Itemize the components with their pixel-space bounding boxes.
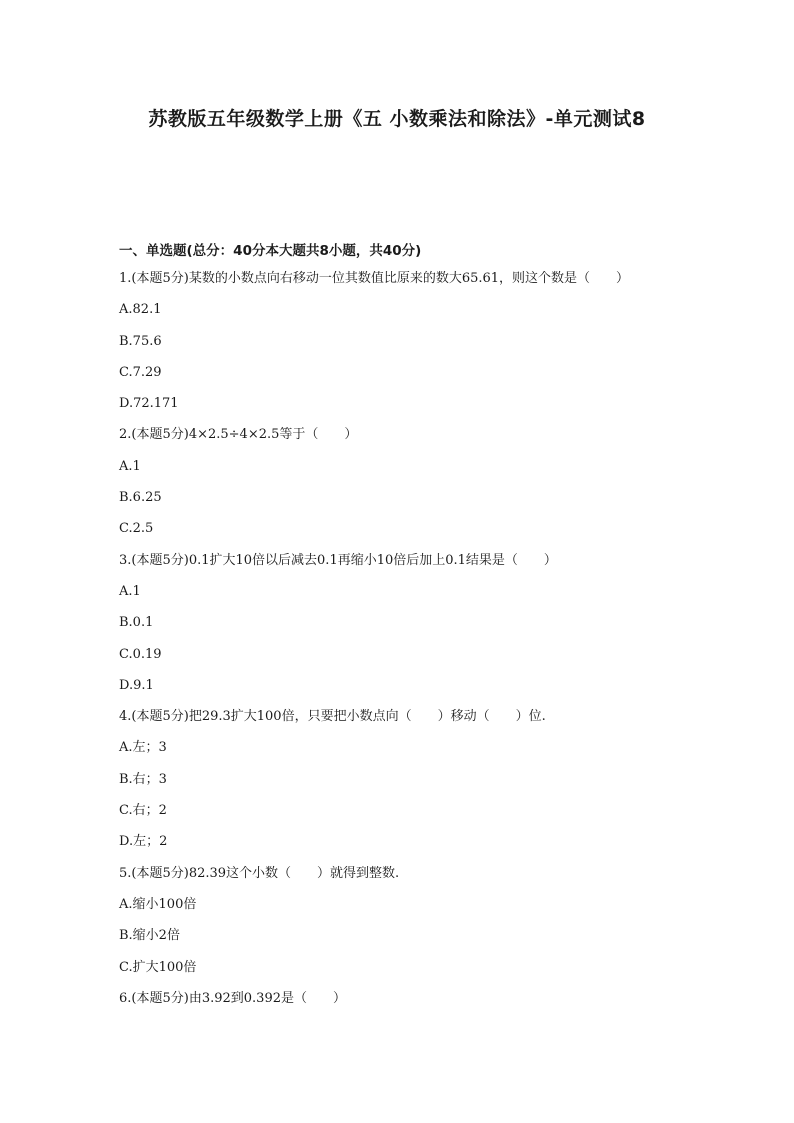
answer-option: C.0.19 [119,646,162,662]
answer-option: B.缩小2倍 [119,928,180,944]
answer-option: C.7.29 [119,364,162,380]
answer-option: C.右；2 [119,803,167,819]
question-list [119,271,719,1022]
document-title: 苏教版五年级数学上册《五 小数乘法和除法》-单元测试8 [148,108,646,130]
question-stem: 6.(本题5分)由3.92到0.392是（ ） [119,990,346,1006]
section-header: 一、单选题(总分：40分本大题共8小题，共40分) [119,243,422,259]
answer-option: C.2.5 [119,521,154,537]
answer-option: A.缩小100倍 [119,896,197,912]
question-stem: 3.(本题5分)0.1扩大10倍以后减去0.1再缩小10倍后加上0.1结果是（ ） [119,552,557,568]
answer-option: D.9.1 [119,677,154,693]
answer-option: B.0.1 [119,615,154,631]
answer-option: D.72.171 [119,396,179,412]
answer-option: C.扩大100倍 [119,959,197,975]
question-stem: 4.(本题5分)把29.3扩大100倍，只要把小数点向（ ）移动（ ）位. [119,709,546,725]
answer-option: B.右；3 [119,771,167,787]
answer-option: A.1 [119,458,141,474]
answer-option: B.6.25 [119,490,162,506]
answer-option: A.82.1 [119,302,162,318]
answer-option: D.左；2 [119,834,168,850]
answer-option: A.左；3 [119,740,167,756]
question-stem: 1.(本题5分)某数的小数点向右移动一位其数值比原来的数大65.61，则这个数是（ ） [119,271,630,286]
answer-option: A.1 [119,583,141,599]
question-stem: 5.(本题5分)82.39这个小数（ ）就得到整数. [119,865,400,881]
answer-option: B.75.6 [119,333,162,349]
question-stem: 2.(本题5分)4×2.5÷4×2.5等于（ ） [119,427,358,443]
